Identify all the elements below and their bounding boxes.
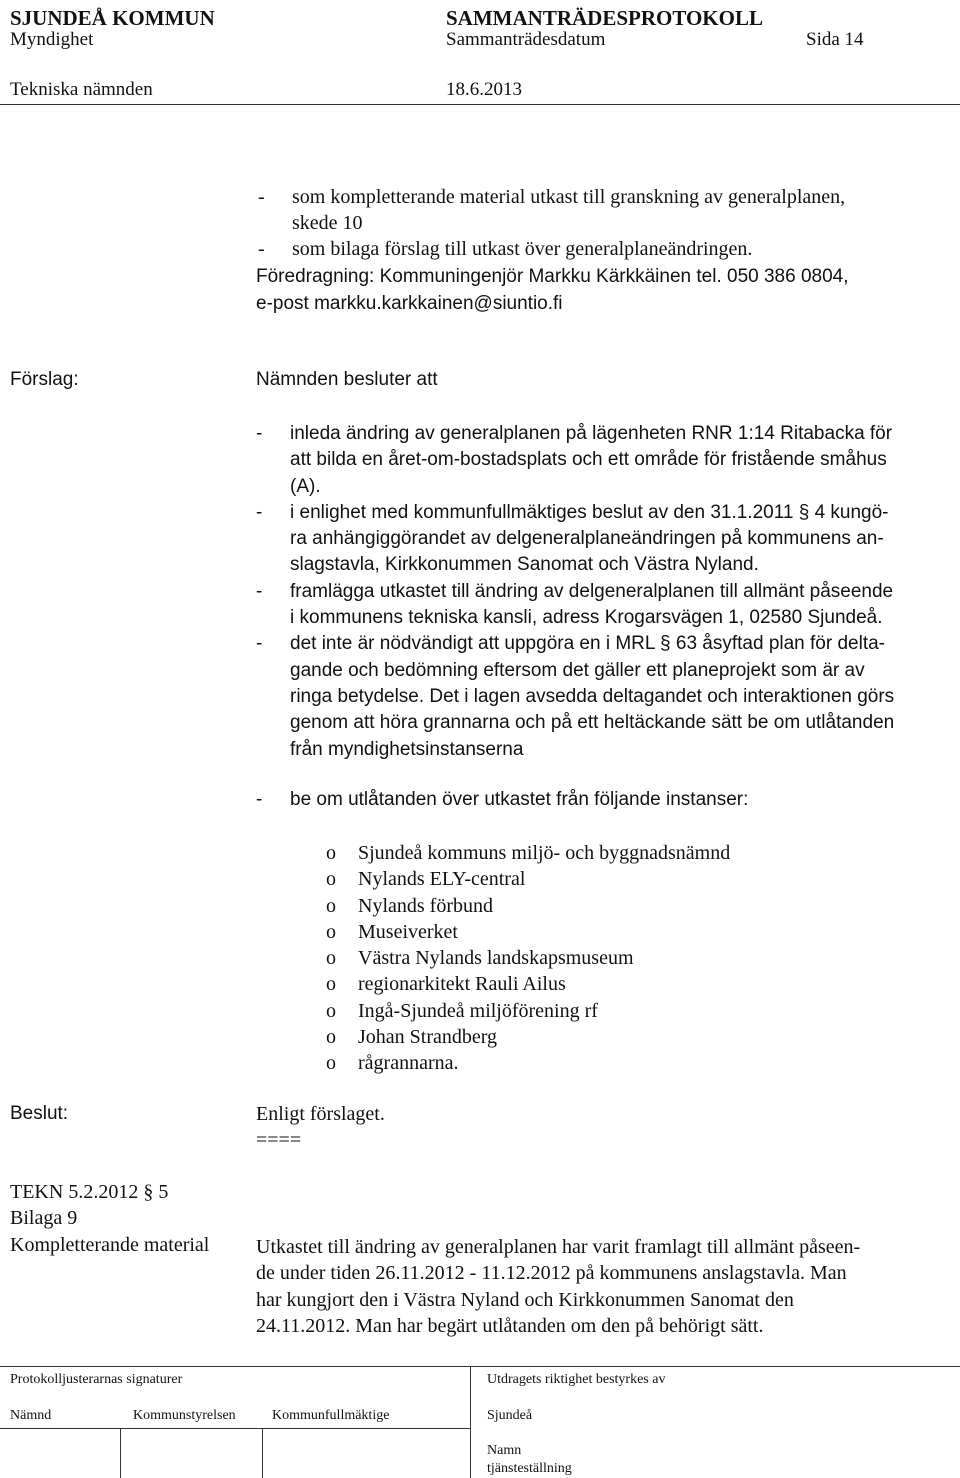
signature-column-divider	[120, 1428, 121, 1478]
decision-label: Beslut:	[10, 1103, 69, 1124]
proposal-item: - inleda ändring av generalplanen på lägenheten RNR 1:14 Ritabacka för att bilda en året-om-bostadsplats och ett område för fristående småhus (A).	[256, 423, 893, 497]
list-item: o Museiverket	[326, 920, 458, 943]
footer-col-namnd: Nämnd	[10, 1408, 52, 1423]
request-item: - be om utlåtanden över utkastet från följande instanser:	[256, 789, 749, 810]
presenter-line: Föredragning: Kommuningenjör Markku Kärkkäinen tel. 050 386 0804,	[256, 266, 849, 287]
footer-col-kommunstyrelsen: Kommunstyrelsen	[133, 1408, 236, 1423]
presenter-email[interactable]: e-post markku.karkkainen@siuntio.fi	[256, 293, 563, 314]
proposal-item: - i enlighet med kommunfullmäktiges beslut av den 31.1.2011 § 4 kungö- ra anhängiggörandet av delgeneralplaneändringen på kommunens an- slagstavla, Kirkkonummen Sanomat och Västra Nyland.	[256, 501, 889, 576]
footer-name-label: Namn	[487, 1443, 522, 1458]
signature-row-divider	[0, 1428, 470, 1429]
meeting-date: 18.6.2013	[446, 79, 522, 100]
proposal-list	[256, 421, 894, 763]
page-number: Sida 14	[806, 29, 864, 50]
proposal-item: - framlägga utkastet till ändring av delgeneralplanen till allmänt påseende i kommunens tekniska kansli, adress Krogarsvägen 1, 02580 Sjundeå.	[256, 580, 894, 629]
list-item: o Nylands förbund	[326, 894, 493, 917]
organization-name: SJUNDEÅ KOMMUN	[10, 6, 215, 30]
footer-center-divider	[470, 1366, 471, 1478]
list-item: o Ingå-Sjundeå miljöförening rf	[326, 999, 598, 1022]
authority-label: Myndighet	[10, 29, 94, 50]
list-item: o Sjundeå kommuns miljö- och byggnadsnämnd	[326, 842, 731, 864]
proposal-item: - det inte är nödvändigt att uppgöra en i MRL § 63 åsyftad plan för delta- gande och bedömning eftersom det gäller ett planeprojekt som är av ringa betydelse. Det i lagen avsedda deltagandet och interaktionen görs genom att höra grannarna och på ett heltäckande sätt be om utlåtanden från myndighetsinstanserna	[256, 633, 895, 760]
document-type: SAMMANTRÄDESPROTOKOLL	[446, 6, 763, 30]
header-divider	[0, 104, 960, 105]
list-item: o rågrannarna.	[326, 1052, 459, 1075]
signatures-label: Protokolljusterarnas signaturer	[10, 1372, 183, 1387]
instances-list	[326, 840, 730, 1077]
intro-item: - som bilaga förslag till utkast över generalplaneändringen.	[258, 238, 753, 260]
intro-item: - som kompletterande material utkast till granskning av generalplanen, skede 10	[258, 186, 846, 234]
footer-position-label: tjänsteställning	[487, 1461, 572, 1476]
footer-col-kommunfullmaktige: Kommunfullmäktige	[272, 1408, 390, 1423]
reference-code: TEKN 5.2.2012 § 5	[10, 1181, 169, 1203]
list-item: o regionarkitekt Rauli Ailus	[326, 973, 566, 996]
reference-text: Utkastet till ändring av generalplanen har varit framlagt till allmänt påseen- de under tiden 26.11.2012 - 11.12.2012 på kommunens anslagstavla. Man har kungjort den i Västra Nyland och Kirkkonummen Sanomat den 24.11.2012. Man har begärt utlåtanden om den på behörigt sätt.	[256, 1236, 861, 1337]
proposal-label: Förslag:	[10, 369, 79, 390]
certified-label: Utdragets riktighet bestyrkes av	[487, 1372, 666, 1387]
authority-name: Tekniska nämnden	[10, 79, 153, 100]
presenter-info	[256, 263, 849, 317]
proposal-heading: Nämnden besluter att	[256, 369, 438, 390]
list-item: o Västra Nylands landskapsmuseum	[326, 947, 634, 970]
footer-place: Sjundeå	[487, 1408, 533, 1423]
attachment-label: Bilaga 9	[10, 1207, 78, 1229]
date-label: Sammanträdesdatum	[446, 29, 606, 50]
decision-text: Enligt förslaget.	[256, 1103, 385, 1125]
list-item: o Johan Strandberg	[326, 1026, 498, 1049]
list-item: o Nylands ELY-central	[326, 868, 526, 891]
decision-separator: ====	[256, 1129, 302, 1151]
signature-column-divider	[262, 1428, 263, 1478]
reference-label: Kompletterande material	[10, 1234, 210, 1256]
footer-divider	[0, 1366, 960, 1367]
